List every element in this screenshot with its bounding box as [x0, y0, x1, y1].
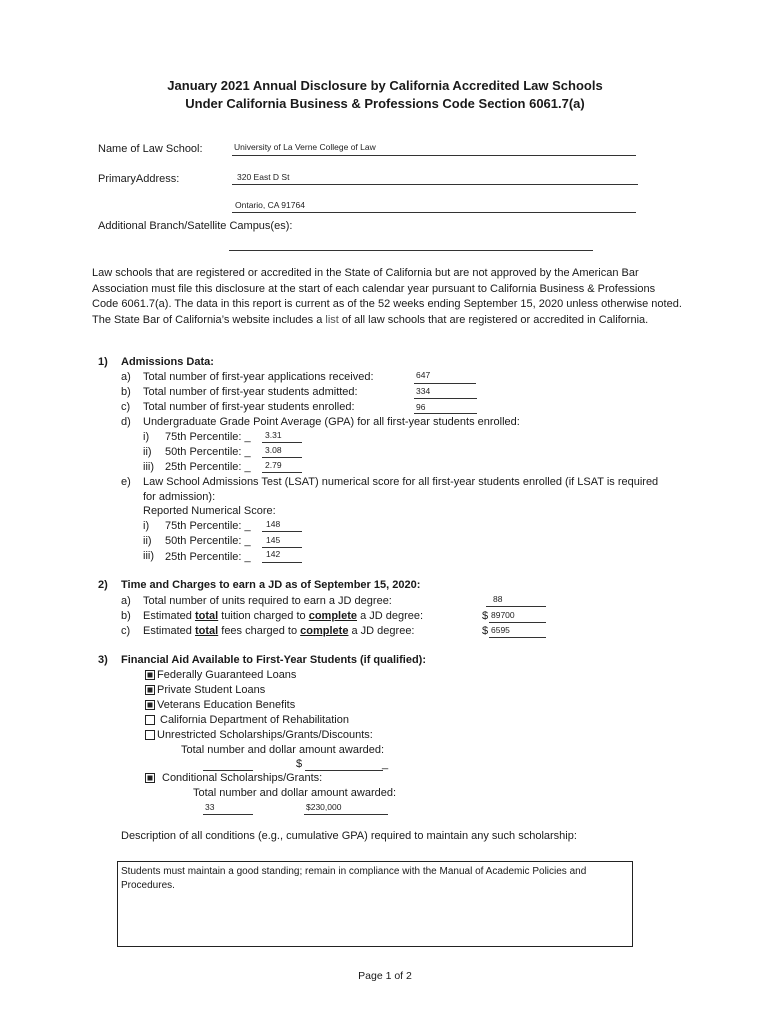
reported-score-label: Reported Numerical Score:: [143, 505, 276, 517]
conditions-description-box[interactable]: [117, 861, 633, 947]
applications-received-value[interactable]: 647: [416, 370, 431, 380]
applications-received-label: Total number of first-year applications received:: [143, 371, 374, 383]
tuition-label-complete: complete: [308, 610, 358, 622]
units-required-underline: [486, 606, 546, 607]
students-enrolled-value[interactable]: 96: [416, 402, 426, 412]
gpa-25-num: iii): [143, 461, 154, 473]
gpa-75-num: i): [143, 431, 150, 443]
intro-text-after-link: of all law schools that are registered or accredited in California.: [341, 313, 649, 326]
conditional-scholarships-checkbox[interactable]: [145, 773, 155, 783]
unrestricted-count-underline[interactable]: [203, 770, 253, 771]
unrestricted-amount-underline[interactable]: [305, 770, 383, 771]
lsat-25-underline: [262, 562, 302, 563]
address-line2-underline: [232, 212, 636, 213]
document-title-line1: January 2021 Annual Disclosure by California Accredited Law Schools: [167, 78, 603, 93]
units-required-label: Total number of units required to earn a JD degree:: [143, 595, 392, 607]
lsat-50-value[interactable]: 145: [266, 535, 281, 545]
students-admitted-label: Total number of first-year students admitted:: [143, 386, 358, 398]
intro-text-before-link: Law schools that are registered or accredited in the State of California but are not approved by the American Bar Association must file this disclosure at the start of each calendar year pursuant to California Business & Professions Code 6061.7(a). The data in this report is current as of the 52 weeks ending September 15, 2020 unless otherwise noted. The State Bar of California’s website includes a: [92, 267, 682, 326]
fees-label-pre: Estimated: [143, 625, 195, 637]
conditions-description-label: Description of all conditions (e.g., cumulative GPA) required to maintain any such scholarship:: [121, 830, 577, 842]
school-name-underline: [232, 155, 636, 156]
charges-item-b-label: b): [121, 610, 131, 622]
gpa-50-underline: [262, 457, 302, 458]
item-e-label: e): [121, 476, 131, 488]
lsat-label-line1: Law School Admissions Test (LSAT) numerical score for all first-year students enrolled (if LSAT is required: [143, 476, 659, 488]
document-title-line2: Under California Business & Professions Code Section 6061.7(a): [185, 96, 585, 111]
gpa-25-underline: [262, 472, 302, 473]
lsat-25-label: 25th Percentile: _: [165, 551, 251, 563]
gpa-25-value[interactable]: 2.79: [265, 460, 282, 470]
tuition-underline: [489, 622, 546, 623]
address-line1-underline: [232, 184, 638, 185]
law-schools-list-link[interactable]: list: [325, 313, 339, 326]
section-1-number: 1): [98, 356, 108, 368]
conditional-amount-underline: [304, 814, 388, 815]
item-b-label: b): [121, 386, 131, 398]
school-name-value[interactable]: University of La Verne College of Law: [234, 142, 376, 152]
lsat-50-num: ii): [143, 535, 152, 547]
gpa-50-value[interactable]: 3.08: [265, 445, 282, 455]
aid-option-checkbox[interactable]: [145, 700, 155, 710]
aid-option-checkbox[interactable]: [145, 715, 155, 725]
fees-label-post: a JD degree:: [348, 625, 415, 637]
tuition-currency: $: [482, 610, 489, 622]
lsat-50-underline: [262, 547, 302, 548]
conditional-amount-value[interactable]: $230,000: [306, 802, 342, 812]
aid-option-checkbox[interactable]: [145, 730, 155, 740]
aid-option-label: Unrestricted Scholarships/Grants/Discounts:: [157, 729, 373, 741]
fees-underline: [489, 637, 546, 638]
item-d-label: d): [121, 416, 131, 428]
fees-label: [143, 625, 415, 637]
unrestricted-total-label: Total number and dollar amount awarded:: [181, 744, 385, 756]
tuition-label-mid: tuition charged to: [218, 610, 309, 622]
unrestricted-trail: _: [382, 758, 389, 770]
aid-option-label: Federally Guaranteed Loans: [157, 669, 297, 681]
gpa-75-value[interactable]: 3.31: [265, 430, 282, 440]
section-2-number: 2): [98, 579, 108, 591]
primary-address-label: PrimaryAddress:: [98, 173, 180, 185]
branch-campus-label: Additional Branch/Satellite Campus(es):: [98, 220, 293, 232]
students-admitted-underline: [414, 398, 477, 399]
units-required-value[interactable]: 88: [493, 594, 503, 604]
lsat-25-value[interactable]: 142: [266, 549, 281, 559]
students-enrolled-underline: [414, 413, 477, 414]
section-3-heading: Financial Aid Available to First-Year Students (if qualified):: [121, 654, 426, 666]
lsat-75-value[interactable]: 148: [266, 519, 281, 529]
school-name-label: Name of Law School:: [98, 143, 203, 155]
lsat-75-num: i): [143, 520, 150, 532]
fees-currency: $: [482, 625, 489, 637]
students-admitted-value[interactable]: 334: [416, 386, 431, 396]
gpa-75-label: 75th Percentile: _: [165, 431, 251, 443]
conditional-count-underline: [203, 814, 253, 815]
item-c-label: c): [121, 401, 131, 413]
branch-campus-underline[interactable]: [229, 250, 593, 251]
conditional-scholarships-label: Conditional Scholarships/Grants:: [162, 772, 323, 784]
aid-option-label: California Department of Rehabilitation: [160, 714, 349, 726]
section-3-number: 3): [98, 654, 108, 666]
unrestricted-currency: $: [296, 758, 303, 770]
aid-option-checkbox[interactable]: [145, 670, 155, 680]
aid-option-label: Veterans Education Benefits: [157, 699, 296, 711]
tuition-label: [143, 610, 423, 622]
tuition-label-post: a JD degree:: [357, 610, 424, 622]
fees-label-total: total: [194, 625, 219, 637]
conditional-count-value[interactable]: 33: [205, 802, 215, 812]
gpa-25-label: 25th Percentile: _: [165, 461, 251, 473]
gpa-50-label: 50th Percentile: _: [165, 446, 251, 458]
aid-option-checkbox[interactable]: [145, 685, 155, 695]
lsat-75-label: 75th Percentile: _: [165, 520, 251, 532]
address-line2-value[interactable]: Ontario, CA 91764: [235, 200, 305, 210]
aid-option-label: Private Student Loans: [157, 684, 266, 696]
lsat-25-num: iii): [143, 550, 154, 562]
tuition-value[interactable]: 89700: [491, 610, 515, 620]
fees-label-mid: fees charged to: [218, 625, 301, 637]
charges-item-a-label: a): [121, 595, 131, 607]
fees-value[interactable]: 6595: [491, 625, 510, 635]
page-number: Page 1 of 2: [358, 970, 412, 982]
conditions-description-text: Students must maintain a good standing; remain in compliance with the Manual of Academic Policies and Procedures.: [121, 866, 587, 891]
gpa-75-underline: [262, 442, 302, 443]
lsat-75-underline: [262, 531, 302, 532]
address-line1-value[interactable]: 320 East D St: [237, 172, 290, 182]
item-a-label: a): [121, 371, 131, 383]
conditional-total-label: Total number and dollar amount awarded:: [193, 787, 397, 799]
students-enrolled-label: Total number of first-year students enrolled:: [143, 401, 355, 413]
charges-item-c-label: c): [121, 625, 131, 637]
intro-paragraph: [92, 266, 682, 328]
lsat-50-label: 50th Percentile: _: [165, 535, 251, 547]
section-2-heading: Time and Charges to earn a JD as of September 15, 2020:: [121, 579, 421, 591]
section-1-heading: Admissions Data:: [121, 356, 214, 368]
lsat-label-line2: for admission):: [143, 491, 216, 503]
gpa-label: Undergraduate Grade Point Average (GPA) for all first-year students enrolled:: [143, 416, 520, 428]
gpa-50-num: ii): [143, 446, 152, 458]
applications-received-underline: [414, 383, 476, 384]
tuition-label-total: total: [194, 610, 219, 622]
tuition-label-pre: Estimated: [143, 610, 195, 622]
fees-label-complete: complete: [300, 625, 349, 637]
